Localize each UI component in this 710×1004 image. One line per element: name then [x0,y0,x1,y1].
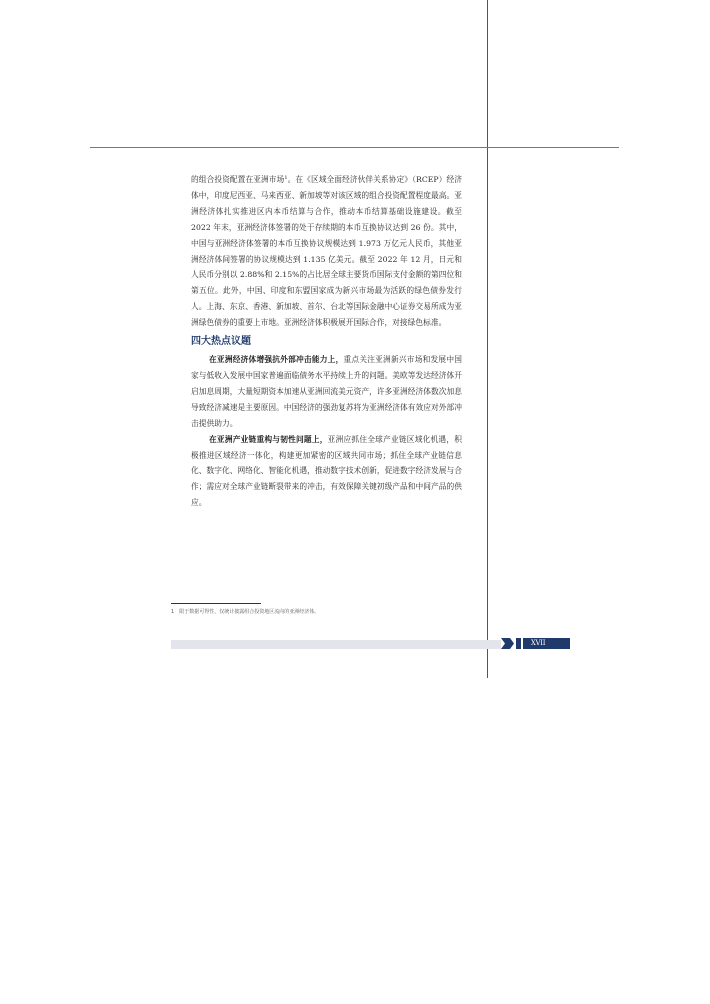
footnote-text: 限于数据可得性，仅统计披露组合投资地区流向的亚洲经济体。 [179,609,320,615]
vertical-margin-rule [487,0,488,678]
page-number-badge [501,638,570,649]
header-rule [90,147,619,148]
paragraph-text: 。在《区域全面经济伙伴关系协定》（RCEP）经济体中，印度尼西亚、马来西亚、新加坡等对该区域的组合投资配置程度最高。亚洲经济体扎实推进区内本币结算与合作，推动本币结算基础设施建设。截至 2022 年末，亚洲经济体签署的处于存续期的本币互换协议达到 26 份。其中，中国与亚洲经济体签署的本币互换协议规模达到 1.973 万亿元人民币，其他亚洲经济体间签署的协议规模达到 1.135 亿美元。截至 2022 年 12 月，日元和人民币分别以 2.88%和 2.15%的占比居全球主要货币国际支付金额的第四位和第五位。此外，中国、印度和东盟国家成为新兴市场最为活跃的绿色债券发行人。上海、东京、香港、新加坡、首尔、台北等国际金融中心证券交易所成为亚洲绿色债券的重要上市地。亚洲经济体积极展开国际合作，对接绿色标准。 [191,175,462,328]
paragraph-text: 亚洲应抓住全球产业链区域化机遇，积极推进区域经济一体化，构建更加紧密的区域共同市场；抓住全球产业链信息化、数字化、网络化、智能化机遇，推动数字技术创新，促进数字经济发展与合作；需应对全球产业链断裂带来的冲击，有效保障关键初级产品和中间产品的供应。 [191,434,462,508]
page-number: XVII [530,639,546,647]
page-body [191,172,462,511]
paragraph-investment-and-currency [191,172,462,331]
paragraph-lead: 在亚洲经济体增强抗外部冲击能力上， [209,355,344,365]
footnote-reference[interactable]: 1 [284,175,288,181]
paragraph-external-shocks [191,352,462,432]
page-footer-bar [171,640,501,649]
paragraph-lead: 在亚洲产业链重构与韧性问题上， [209,434,328,444]
paragraph-supply-chain [191,432,462,512]
paragraph-text: 的组合投资配置在亚洲市场 [191,175,285,184]
paragraph-text: 重点关注亚洲新兴市场和发展中国家与低收入发展中国家普遍面临债务水平持续上升的问题。美欧等发达经济体开启加息周期，大量短期资本加速从亚洲回流美元资产，许多亚洲经济体数次加息导致经济减速是主要原因。中国经济的强劲复苏将为亚洲经济体有效应对外部冲击提供助力。 [191,355,462,428]
section-heading: 四大热点议题 [191,336,251,348]
footnote-number: 1 [171,609,175,615]
footnote [171,608,471,616]
footnote-divider [171,603,261,604]
